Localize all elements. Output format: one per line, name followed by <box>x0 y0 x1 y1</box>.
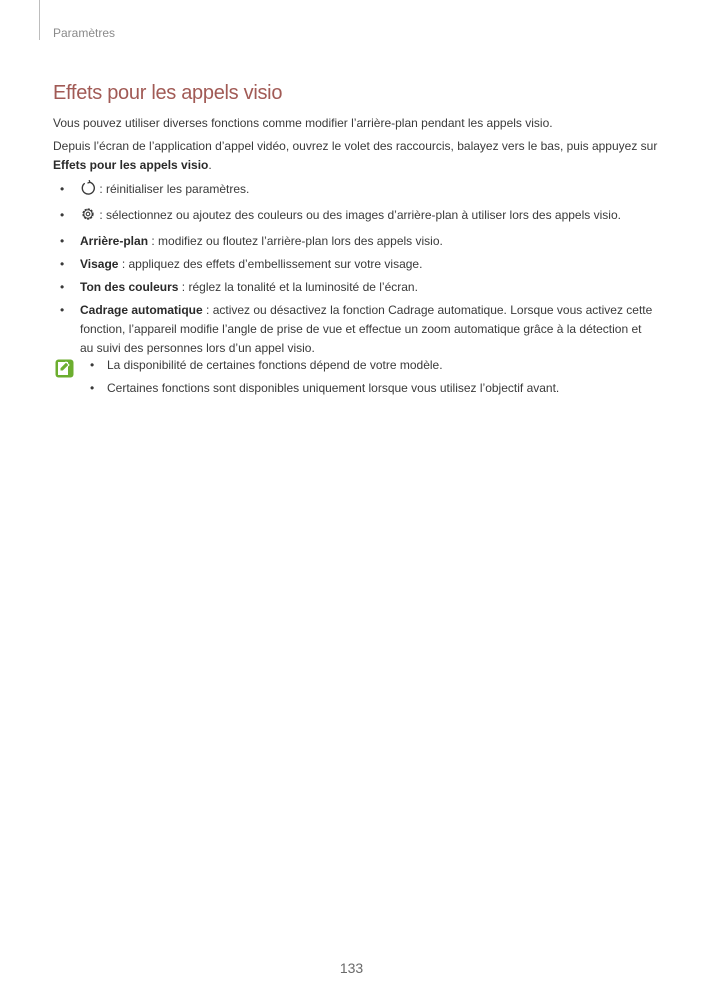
running-header: Paramètres <box>53 26 116 40</box>
color-tone-description: : réglez la tonalité et la luminosité de l’écran. <box>178 280 418 294</box>
list-item-background <box>53 232 653 251</box>
note-text: Certaines fonctions sont disponibles uniquement lorsque vous utilisez l’objectif avant. <box>107 381 560 395</box>
bullet: • <box>60 208 65 222</box>
list-item-face <box>53 255 653 274</box>
page-title: Effets pour les appels visio <box>53 82 283 104</box>
note-text: La disponibilité de certaines fonctions dépend de votre modèle. <box>107 358 443 372</box>
instructions-paragraph <box>53 137 663 175</box>
bullet: • <box>60 303 65 317</box>
instructions-menu-name: Effets pour les appels visio <box>53 158 209 172</box>
page-number: 133 <box>339 960 364 976</box>
term-face: Visage <box>80 257 119 271</box>
list-item-reset <box>53 180 653 202</box>
margin-rule <box>39 0 40 40</box>
list-item-color-tone <box>53 278 653 297</box>
bullet: • <box>90 381 95 395</box>
reset-description: : réinitialiser les paramètres. <box>96 182 250 196</box>
bullet: • <box>60 280 65 294</box>
instructions-text: Depuis l’écran de l’application d’appel vidéo, ouvrez le volet des raccourcis, balayez vers le bas, puis appuyez sur <box>53 139 658 153</box>
note-icon <box>55 359 74 383</box>
face-description: : appliquez des effets d’embellissement sur votre visage. <box>118 257 423 271</box>
list-item-settings <box>53 206 653 228</box>
intro-paragraph: Vous pouvez utiliser diverses fonctions comme modifier l’arrière-plan pendant les appels visio. <box>53 116 553 130</box>
bullet: • <box>60 182 65 196</box>
background-description: : modifiez ou floutez l’arrière-plan lors des appels visio. <box>148 234 443 248</box>
bullet: • <box>60 234 65 248</box>
settings-description: : sélectionnez ou ajoutez des couleurs ou des images d’arrière-plan à utiliser lors des appels visio. <box>96 208 621 222</box>
bullet: • <box>90 358 95 372</box>
term-background: Arrière-plan <box>80 234 149 248</box>
note-item <box>80 379 660 398</box>
reset-icon <box>80 180 96 202</box>
term-auto-framing: Cadrage automatique <box>80 303 203 317</box>
instructions-end: . <box>208 158 212 172</box>
options-list <box>53 180 653 362</box>
notes-list <box>80 356 660 402</box>
bullet: • <box>60 257 65 271</box>
list-item-auto-framing <box>53 301 653 358</box>
settings-icon <box>80 206 96 228</box>
note-item <box>80 356 660 375</box>
auto-framing-description: : activez ou désactivez la fonction Cadrage automatique. Lorsque vous activez cette fonction, l’appareil modifie l’angle de prise de vue et effectue un zoom automatique grâce à la détection et au suivi des personnes lors d’un appel visio. <box>80 303 653 355</box>
term-color-tone: Ton des couleurs <box>80 280 179 294</box>
